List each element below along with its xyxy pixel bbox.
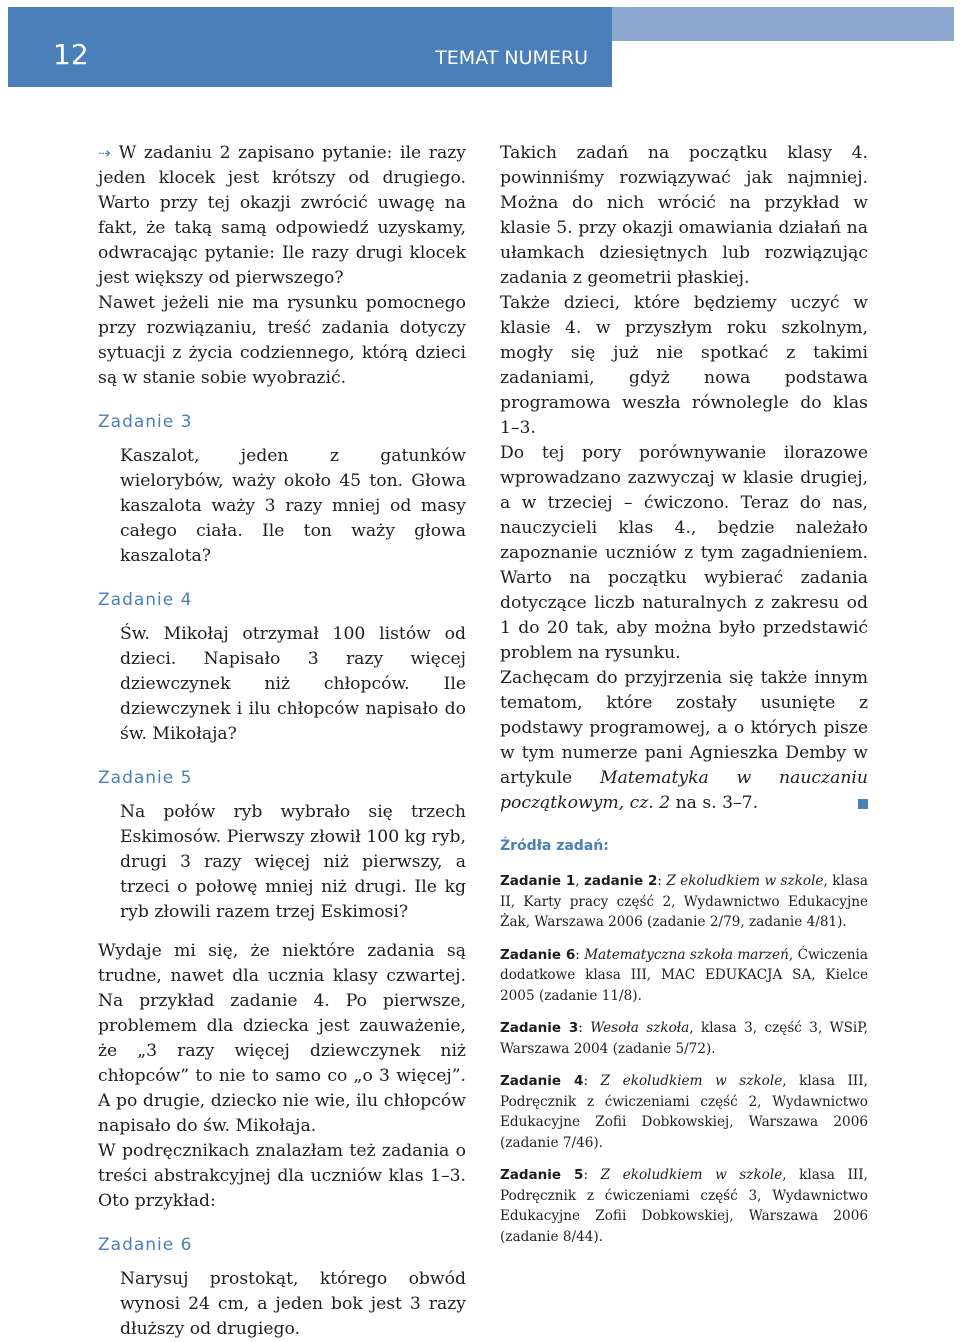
source-entry: Zadanie 1, zadanie 2: Z ekoludkiem w szkole, klasa II, Karty pracy część 2, Wydawnictwo Edukacyjne Żak, Warszawa 2006 (zadanie 2/79, zadanie 4/81). [500,873,868,930]
source-entry: Zadanie 3: Wesoła szkoła, klasa 3, część 3, WSiP, Warszawa 2004 (zadanie 5/72). [500,1020,868,1057]
paragraph: W podręcznikach znalazłam też zadania o treści abstrakcyjnej dla uczniów klas 1–3. Oto przykład: [98,1141,466,1211]
article-title: Matematyka w nauczaniu początkowym, cz. 2 [500,768,868,813]
task-heading: Zadanie 4 [98,590,193,610]
task-text: Narysuj prostokąt, którego obwód wynosi 24 cm, a jeden bok jest 3 razy dłuższy od drugiego. [120,1269,466,1339]
end-of-article-mark [858,799,868,809]
paragraph: Zachęcam do przyjrzenia się także innym tematom, które zostały usunięte z podstawy programowej, a o których pisze w tym numerze pani Agnieszka Demby w artykule Matematyka w nauczaniu początkowym, cz. 2 na s. 3–7. [500,668,868,813]
task-heading: Zadanie 5 [98,768,193,788]
task-text: Na połów ryb wybrało się trzech Eskimosów. Pierwszy złowił 100 kg ryb, drugi 3 razy więcej niż pierwszy, a trzeci o połowę mniej niż drugi. Ile kg ryb złowili razem trzej Eskimosi? [120,802,466,922]
paragraph: Do tej pory porównywanie ilorazowe wprowadzano zazwyczaj w klasie drugiej, a w trzeciej – ćwiczono. Teraz do nas, nauczycieli klas 4., będzie należało zapoznanie uczniów z tym zagadnieniem. Warto na początku wybierać zadania dotyczące liczb naturalnych z zakresu od 1 do 20 tak, aby można było przedstawić problem na rysunku. [500,443,868,663]
header-side-band [612,7,954,41]
paragraph: Wydaje mi się, że niektóre zadania są trudne, nawet dla ucznia klasy czwartej. Na przykład zadanie 4. Po pierwsze, problemem dla dziecka jest zauważenie, że „3 razy więcej dziewczynek niż chłopców” to nie to samo co „o 3 więcej”. A po drugie, dziecko nie wie, ilu chłopców napisało do św. Mikołaja. [98,941,466,1136]
source-entry: Zadanie 4: Z ekoludkiem w szkole, klasa III, Podręcznik z ćwiczeniami część 2, Wydawnictwo Edukacyjne Zofii Dobkowskiej, Warszawa 2006 (zadanie 7/46). [500,1073,868,1151]
continuation-arrow-icon: ⇢ [98,144,111,162]
paragraph: Takich zadań na początku klasy 4. powinniśmy rozwiązywać jak najmniej. Można do nich wrócić na przykład w klasie 5. przy okazji omawiania działań na ułamkach dziesiętnych lub rozwiązując zadania z geometrii płaskiej. [500,143,868,288]
task-text: Św. Mikołaj otrzymał 100 listów od dzieci. Napisało 3 razy więcej dziewczynek niż chłopców. Ile dziewczynek i ilu chłopców napisało do św. Mikołaja? [120,624,466,744]
source-entry: Zadanie 6: Matematyczna szkoła marzeń, Ćwiczenia dodatkowe klasa III, MAC EDUKACJA SA, Kielce 2005 (zadanie 11/8). [500,946,868,1004]
right-column [500,141,868,816]
task-text: Kaszalot, jeden z gatunków wielorybów, waży około 45 ton. Głowa kaszalota waży 3 razy mniej od masy całego ciała. Ile ton waży głowa kaszalota? [120,446,466,566]
intro-paragraph: ⇢ W zadaniu 2 zapisano pytanie: ile razy jeden klocek jest krótszy od drugiego. Warto przy tej okazji zwrócić uwagę na fakt, że taką samą odpowiedź uzyskamy, odwracając pytanie: Ile razy drugi klocek jest większy od pierwszego? [98,143,466,288]
source-entry: Zadanie 5: Z ekoludkiem w szkole, klasa III, Podręcznik z ćwiczeniami część 3, Wydawnictwo Edukacyjne Zofii Dobkowskiej, Warszawa 2006 (zadanie 8/44). [500,1167,868,1245]
task-heading: Zadanie 3 [98,412,193,432]
section-title: TEMAT NUMERU [435,47,588,69]
header-band [8,7,612,87]
paragraph: Nawet jeżeli nie ma rysunku pomocnego przy rozwiązaniu, treść zadania dotyczy sytuacji z życia codziennego, którą dzieci są w stanie sobie wyobrazić. [98,293,466,388]
left-column [98,141,466,1342]
sources-heading: Źródła zadań: [500,838,609,854]
task-heading: Zadanie 6 [98,1235,193,1255]
page-number: 12 [53,38,89,71]
sources-block [500,834,868,1247]
paragraph: Także dzieci, które będziemy uczyć w klasie 4. w przyszłym roku szkolnym, mogły się już nie spotkać z takimi zadaniami, gdyż nowa podstawa programowa weszła równolegle do klas 1–3. [500,293,868,438]
